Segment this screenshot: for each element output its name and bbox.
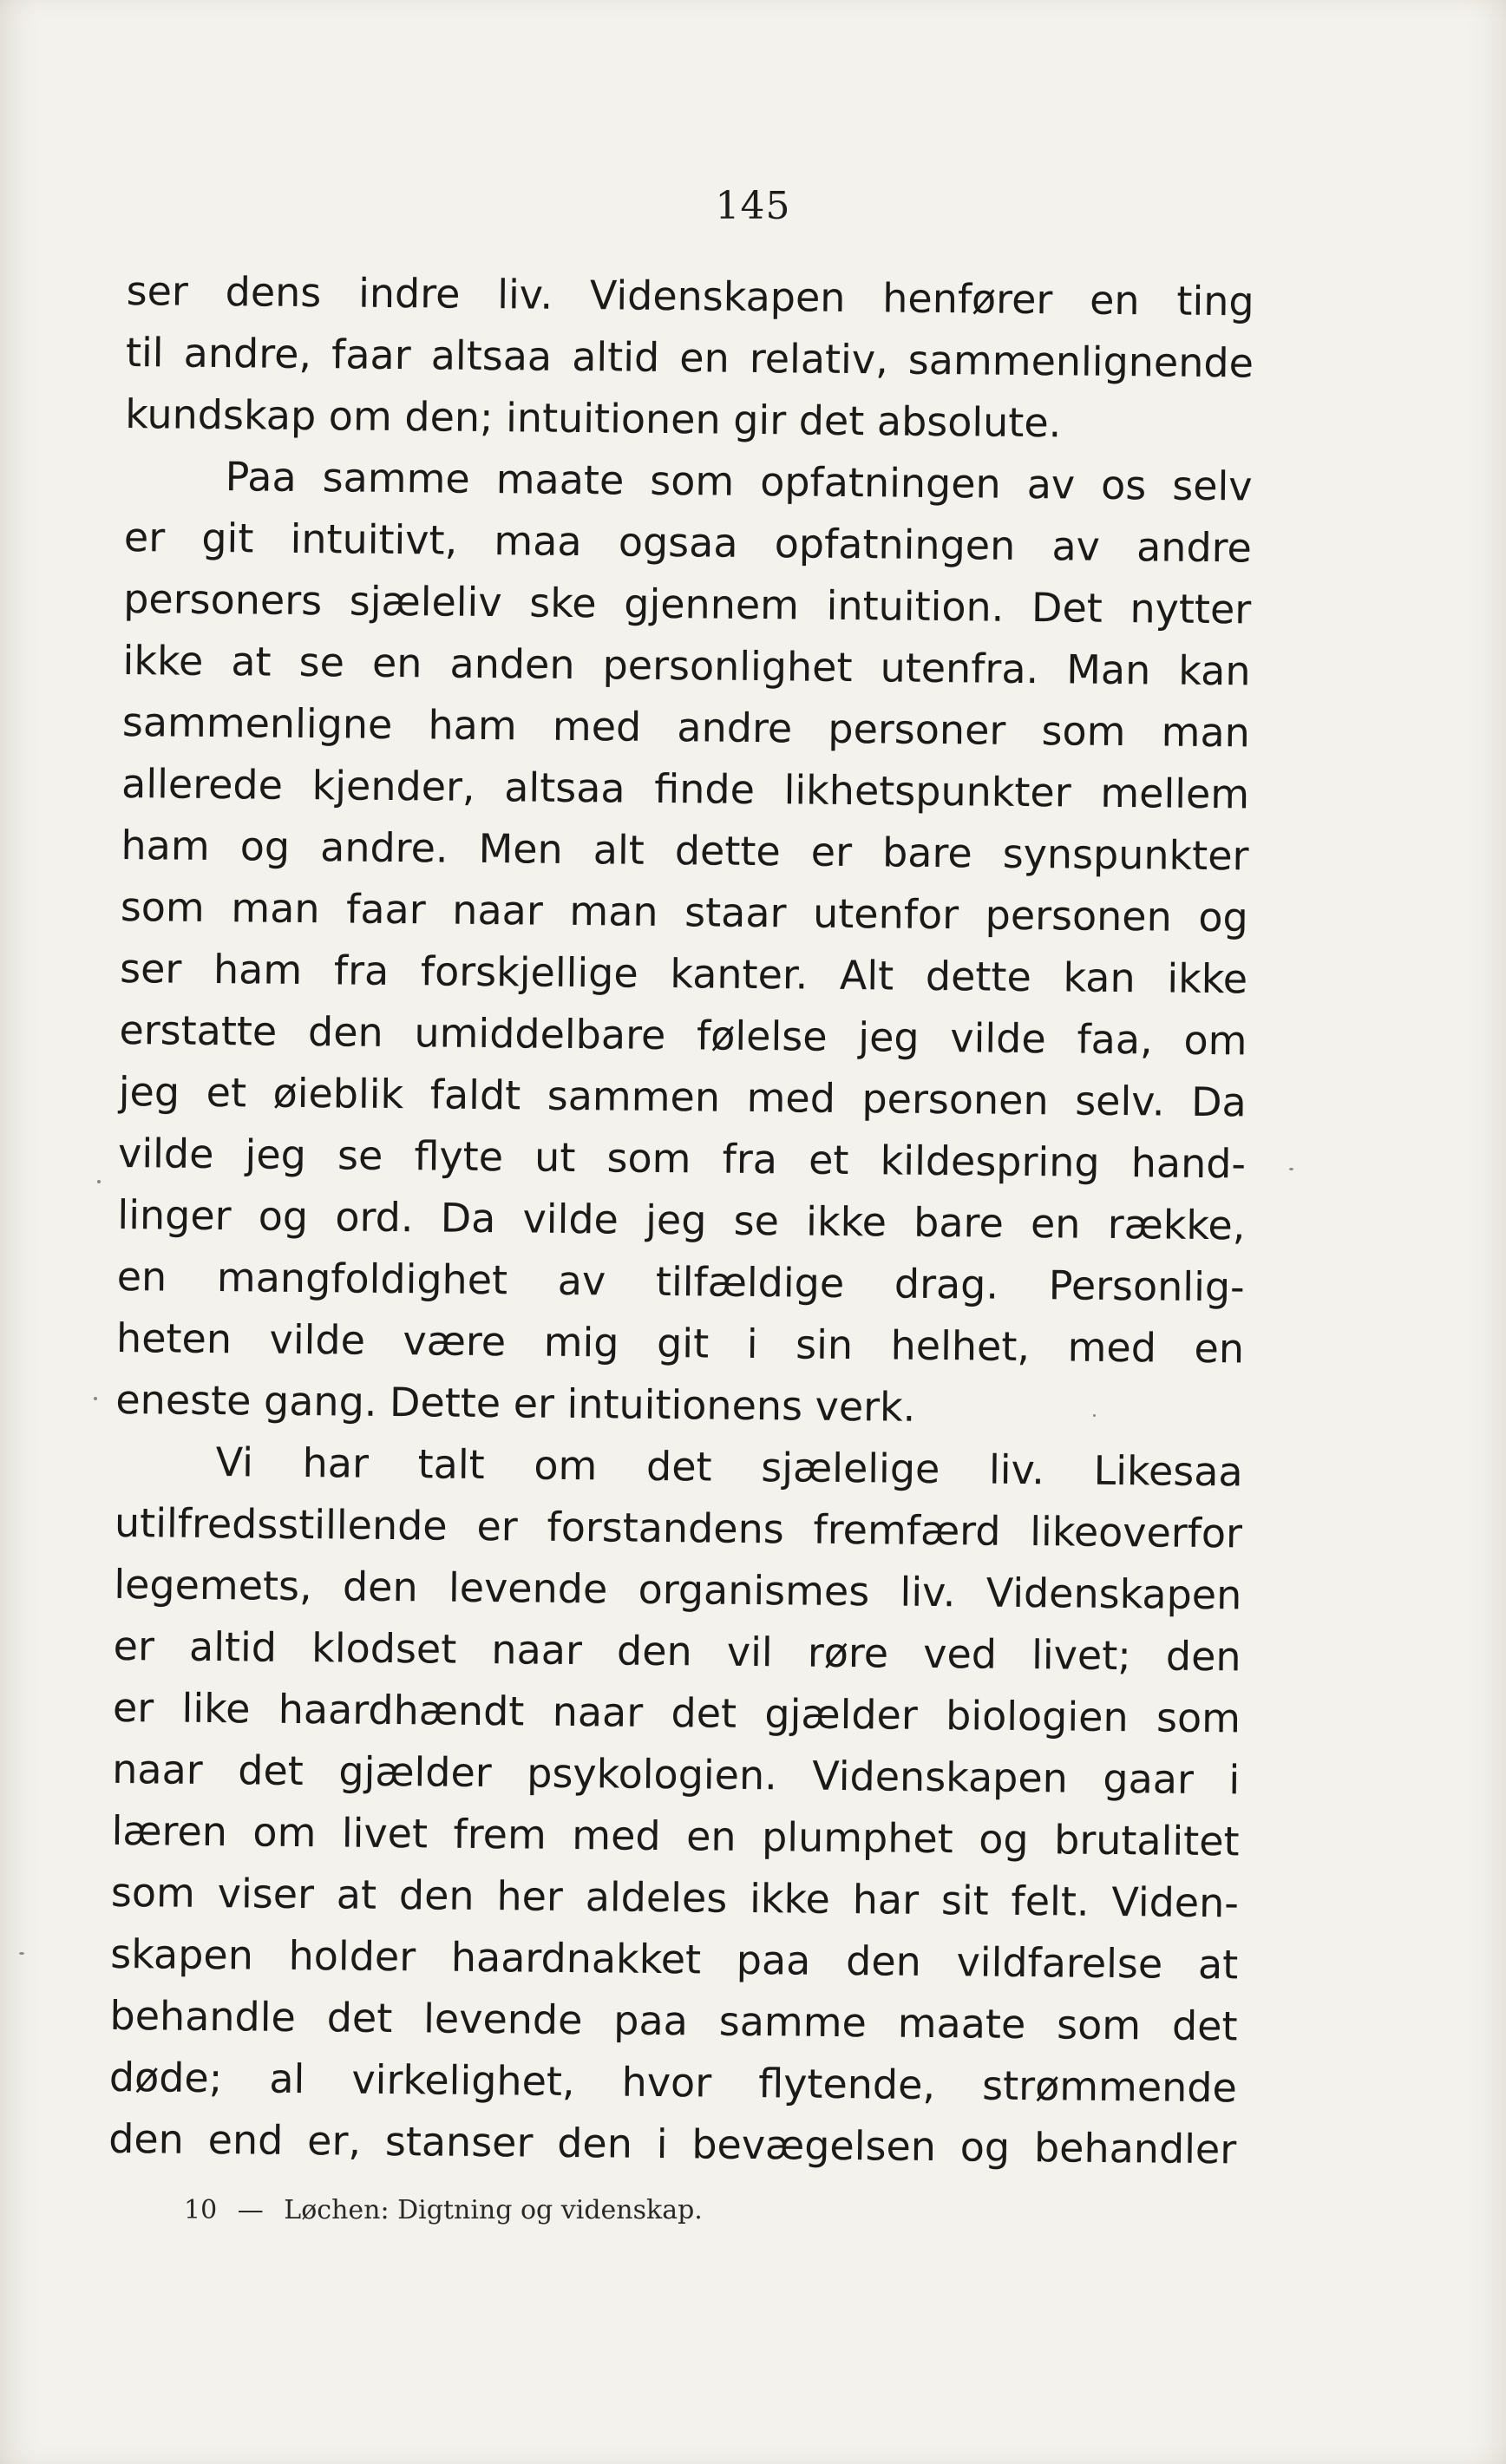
text-line: allerede kjender, altsaa finde likhetspunkter mellem [121,759,1250,818]
text-line: erstatte den umiddelbare følelse jeg vilde faa, om [119,1006,1247,1065]
paper-speck [1289,1168,1293,1170]
text-line: døde; al virkelighet, hvor flytende, strømmende [108,2053,1238,2112]
text-line: ham og andre. Men alt dette er bare synspunkter [121,821,1249,880]
text-line: linger og ord. Da vilde jeg se ikke bare en række, [117,1190,1246,1249]
text-line: personers sjæleliv ske gjennem intuition. Det nytter [122,574,1252,633]
footer-title: Løchen: Digtning og videnskap. [284,2195,703,2225]
text-line: ikke at se en anden personlighet utenfra. Man kan [122,636,1251,695]
text-line: vilde jeg se flyte ut som fra et kildespring hand- [117,1129,1247,1188]
footer-signature-line [184,2195,715,2225]
page-number: 145 [715,184,791,228]
footer-dash: — [237,2195,264,2225]
body-text [108,260,1254,2180]
text-line: som viser at den her aldeles ikke har sit felt. Viden- [110,1868,1240,1927]
text-line: eneste gang. Dette er intuitionens verk. [115,1375,916,1431]
signature-mark: 10 [184,2195,218,2225]
text-line: en mangfoldighet av tilfældige drag. Personlig- [116,1252,1245,1311]
paper-speck [19,1952,24,1955]
text-line: Paa samme maate som opfatningen av os selv [225,453,1253,510]
text-line: til andre, faar altsaa altid en relativ, sammenlignende [125,328,1254,387]
text-line: Vi har talt om det sjælelige liv. Likesaa [215,1438,1243,1496]
text-line: ser dens indre liv. Videnskapen henfører en ting [126,266,1254,325]
text-line: heten vilde være mig git i sin helhet, med en [115,1314,1245,1373]
paper-speck [94,1397,97,1400]
text-line: skapen holder haardnakket paa den vildfarelse at [110,1930,1239,1989]
text-line: den end er, stanser den i bevægelsen og behandler [108,2114,1237,2173]
text-line: ser ham fra forskjellige kanter. Alt dette kan ikke [119,944,1248,1003]
text-line: legemets, den levende organismes liv. Videnskapen [114,1560,1242,1619]
text-line: utilfredsstillende er forstandens fremfærd likeoverfor [114,1498,1243,1557]
text-line: som man faar naar man staar utenfor personen og [120,882,1249,941]
text-line: jeg et øieblik faldt sammen med personen selv. Da [118,1067,1247,1126]
text-line: læren om livet frem med en plumphet og brutalitet [111,1806,1240,1865]
text-line: kundskap om den; intuitionen gir det absolute. [125,390,1062,447]
text-line: naar det gjælder psykologien. Videnskapen gaar i [112,1745,1241,1804]
text-line: er like haardhændt naar det gjælder biologien som [112,1683,1241,1742]
text-line: er git intuitivt, maa ogsaa opfatningen av andre [123,513,1253,572]
text-line: sammenligne ham med andre personer som man [121,698,1251,757]
paper-speck [1093,1414,1096,1417]
paper-speck [97,1180,101,1183]
text-line: behandle det levende paa samme maate som det [109,1991,1238,2050]
text-line: er altid klodset naar den vil røre ved livet; den [113,1622,1241,1681]
